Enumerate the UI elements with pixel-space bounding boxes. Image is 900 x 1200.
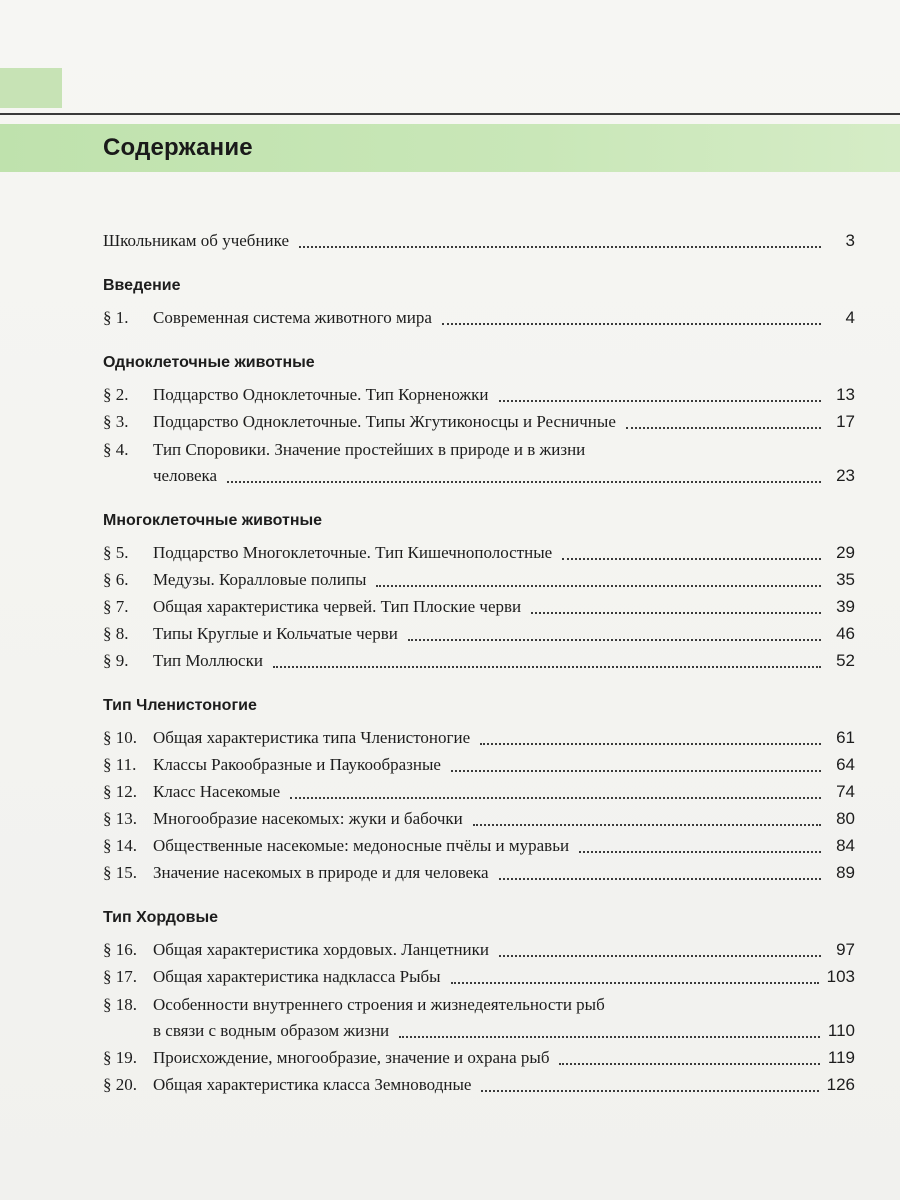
- toc-entry-title: Типы Круглые и Кольчатые черви: [153, 624, 398, 644]
- green-corner-tab: [0, 68, 62, 108]
- toc-entry-page: 39: [836, 597, 855, 617]
- toc-entry-page: 74: [836, 782, 855, 802]
- dot-leader: [227, 481, 821, 483]
- section-heading: Тип Членистоногие: [103, 697, 257, 714]
- top-rule: [0, 113, 900, 115]
- toc-entry-number: § 18.: [103, 995, 137, 1015]
- toc-entry[interactable]: [103, 858, 855, 885]
- section-heading: Тип Хордовые: [103, 909, 219, 926]
- toc-entry-line: [103, 1017, 855, 1043]
- toc-entry-number: § 20.: [103, 1075, 137, 1095]
- toc-entry-page: 119: [827, 1048, 855, 1068]
- toc-entry-page: 52: [836, 651, 855, 671]
- toc-entry-title: человека: [153, 466, 218, 486]
- toc-entry-title: Значение насекомых в природе и для человека: [153, 863, 489, 883]
- toc-entry-number: § 10.: [103, 728, 137, 748]
- toc-entry-title: Школьникам об учебнике: [103, 231, 290, 251]
- toc-entry[interactable]: [103, 538, 855, 565]
- toc-entry-page: 110: [827, 1021, 855, 1041]
- toc-entry-title: Подцарство Многоклеточные. Тип Кишечнополостные: [153, 543, 553, 563]
- table-of-contents: [103, 226, 855, 1097]
- toc-entry-page: 61: [836, 728, 855, 748]
- toc-entry[interactable]: [103, 962, 855, 989]
- dot-leader: [499, 878, 821, 880]
- toc-entry-title: Класс Насекомые: [153, 782, 281, 802]
- toc-entry-line: [103, 991, 855, 1017]
- toc-entry[interactable]: [103, 750, 855, 777]
- dot-leader: [451, 770, 821, 772]
- toc-entry-page: 64: [836, 755, 855, 775]
- toc-entry-page: 13: [836, 385, 855, 405]
- toc-entry-title: Подцарство Одноклеточные. Тип Корненожки: [153, 385, 489, 405]
- toc-entry-page: 35: [836, 570, 855, 590]
- toc-entry-page: 29: [836, 543, 855, 563]
- toc-entry-number: § 17.: [103, 967, 137, 987]
- toc-entry-title: Общая характеристика класса Земноводные: [153, 1075, 472, 1095]
- page-title: Содержание: [103, 134, 253, 161]
- toc-entry-number: § 2.: [103, 385, 129, 405]
- toc-entry[interactable]: [103, 831, 855, 858]
- toc-entry-number: § 16.: [103, 940, 137, 960]
- dot-leader: [273, 666, 821, 668]
- toc-entry-number: § 3.: [103, 412, 129, 432]
- dot-leader: [559, 1063, 819, 1065]
- dot-leader: [442, 323, 821, 325]
- section-heading: Введение: [103, 277, 181, 294]
- toc-entry[interactable]: [103, 935, 855, 962]
- toc-entry-number: § 7.: [103, 597, 129, 617]
- dot-leader: [290, 797, 821, 799]
- toc-entry-number: § 13.: [103, 809, 137, 829]
- toc-entry-number: § 8.: [103, 624, 129, 644]
- section-heading: Одноклеточные животные: [103, 354, 315, 371]
- toc-entry-number: § 6.: [103, 570, 129, 590]
- toc-entry[interactable]: [103, 723, 855, 750]
- toc-entry-page: 17: [836, 412, 855, 432]
- toc-entry-page: 103: [826, 967, 855, 987]
- toc-entry-number: § 9.: [103, 651, 129, 671]
- toc-entry-title: Общественные насекомые: медоносные пчёлы и муравьи: [153, 836, 570, 856]
- toc-entry-page: 84: [836, 836, 855, 856]
- toc-entry-title: Современная система животного мира: [153, 308, 432, 328]
- dot-leader: [480, 743, 821, 745]
- toc-entry-number: § 15.: [103, 863, 137, 883]
- dot-leader: [399, 1036, 820, 1038]
- toc-entry-title: Общая характеристика типа Членистоногие: [153, 728, 471, 748]
- toc-entry-line: [103, 436, 855, 462]
- dot-leader: [451, 982, 819, 984]
- toc-entry[interactable]: [103, 1043, 855, 1070]
- toc-entry-title: Медузы. Коралловые полипы: [153, 570, 367, 590]
- toc-entry-number: § 1.: [103, 308, 129, 328]
- toc-sections: [103, 275, 855, 1097]
- dot-leader: [531, 612, 821, 614]
- toc-entry[interactable]: [103, 777, 855, 804]
- toc-entry-line: [103, 462, 855, 488]
- toc-entry-number: § 12.: [103, 782, 137, 802]
- toc-entry[interactable]: [103, 619, 855, 646]
- section-heading: Многоклеточные животные: [103, 512, 323, 529]
- dot-leader: [562, 558, 821, 560]
- dot-leader: [299, 246, 821, 248]
- toc-entry[interactable]: [103, 592, 855, 619]
- toc-entry-title: Особенности внутреннего строения и жизнедеятельности рыб: [153, 995, 605, 1015]
- toc-entry-title: Классы Ракообразные и Паукообразные: [153, 755, 441, 775]
- toc-entry[interactable]: [103, 380, 855, 407]
- toc-entry-number: § 4.: [103, 440, 129, 460]
- toc-entry-page: 97: [836, 940, 855, 960]
- toc-entry-page: 3: [845, 231, 855, 251]
- toc-entry-number: § 14.: [103, 836, 137, 856]
- toc-entry-number: § 5.: [103, 543, 129, 563]
- toc-entry[interactable]: [103, 407, 855, 434]
- toc-entry[interactable]: [103, 565, 855, 592]
- dot-leader: [626, 427, 821, 429]
- toc-entry-page: 46: [836, 624, 855, 644]
- toc-entry[interactable]: [103, 1070, 855, 1097]
- toc-entry-title: Происхождение, многообразие, значение и охрана рыб: [153, 1048, 550, 1068]
- dot-leader: [376, 585, 821, 587]
- dot-leader: [481, 1090, 818, 1092]
- toc-entry[interactable]: [103, 436, 855, 488]
- toc-entry-page: 126: [826, 1075, 855, 1095]
- toc-entry-title: Общая характеристика надкласса Рыбы: [153, 967, 441, 987]
- toc-entry-title: Тип Споровики. Значение простейших в природе и в жизни: [153, 440, 586, 460]
- toc-entry-page: 89: [836, 863, 855, 883]
- toc-entry-intro[interactable]: [103, 226, 855, 253]
- toc-entry-title: Подцарство Одноклеточные. Типы Жгутиконосцы и Ресничные: [153, 412, 616, 432]
- toc-entry-title: Многообразие насекомых: жуки и бабочки: [153, 809, 463, 829]
- toc-entry[interactable]: [103, 646, 855, 673]
- dot-leader: [579, 851, 821, 853]
- dot-leader: [473, 824, 821, 826]
- toc-entry-title: Тип Моллюски: [153, 651, 263, 671]
- dot-leader: [499, 400, 821, 402]
- toc-entry[interactable]: [103, 991, 855, 1043]
- toc-entry-number: § 19.: [103, 1048, 137, 1068]
- toc-entry-page: 4: [845, 308, 855, 328]
- toc-entry-title: в связи с водным образом жизни: [153, 1021, 390, 1041]
- toc-entry[interactable]: [103, 303, 855, 330]
- toc-entry-title: Общая характеристика хордовых. Ланцетники: [153, 940, 489, 960]
- toc-entry[interactable]: [103, 804, 855, 831]
- toc-entry-number: § 11.: [103, 755, 137, 775]
- toc-entry-page: 80: [836, 809, 855, 829]
- toc-entry-title: Общая характеристика червей. Тип Плоские черви: [153, 597, 522, 617]
- dot-leader: [408, 639, 821, 641]
- toc-entry-page: 23: [836, 466, 855, 486]
- dot-leader: [499, 955, 821, 957]
